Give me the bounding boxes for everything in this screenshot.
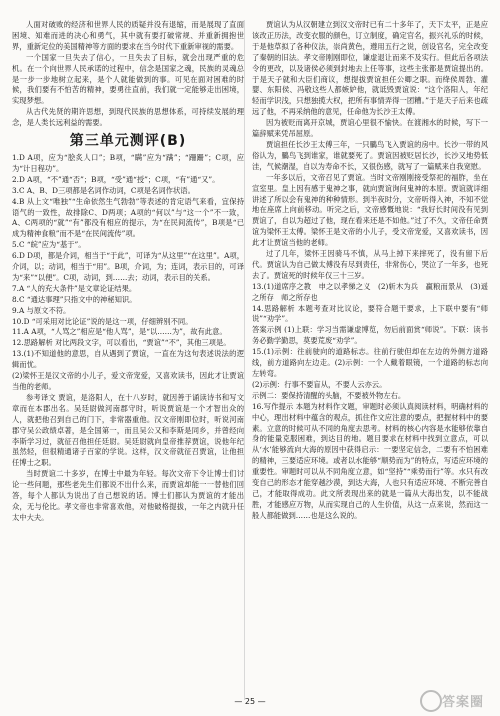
answer-13-1: 13.(1)不知道他的意思，自从遇到了贾谊，一直在为这句表述说法的逻辑而忧。	[12, 349, 244, 370]
answer-10: 10.D “可采用对比论证”说的是这一项，仔细辨别不同。	[12, 316, 193, 326]
right-paragraph-1: 贾谊认为从汉朝建立到汉文帝时已有二十多年了，天下太平，正是应该改正历法，改变衣服的颜色，订立制度，确定官名，振兴礼乐的时候，于是他草拟了各种仪法，崇尚黄色，遵用五行之说，创设官名，完全改变了秦朝的旧法。孝文帝刚刚即位，谦虚退让而来不及实行。但此后各项法令的更改，以及诸侯必须到封地去上任等事，这些主张都是贾谊提出的。于是天子就和大臣们商议，想提拔贾谊担任公卿之职。而绛侯周勃、灌婴、东阳侯、冯敬这些人都嫉妒他，就诋毁贾谊说：“这个洛阳人，年纪轻而学识浅，只想独揽大权，把所有事情弄得一团糟。”于是天子后来也疏远了他，不再采纳他的意见，任命他为长沙王太傅。	[252, 20, 488, 117]
answer-3: 3.C A、B、D三项都是名词作动词，C项是名词作状语。	[12, 185, 195, 195]
answer-1: 1.D A项，应为“脍炙人口”；B项，“瞒”应为“蹒”；“跚跚”；C项，应为“计日程功”。	[12, 152, 244, 173]
right-paragraph-2: 因为被贬而离开京城，贾谊心里很不愉快。在渡湘水的时候，写下一篇辞赋来凭吊屈原。	[252, 118, 488, 139]
answer-13-2: (2)梁怀王是汉文帝的小儿子，爱文帝宠爱，又喜欢读书，因此才让贾谊当他的老师。	[12, 371, 244, 391]
left-paragraph-1: 人面对破败的经济和世界人民的质疑并没有退缩，而是展现了直面困境、知难而进的决心和勇气，其中就有要打破常规、并重新拥抱世界，重新定位的美国精神等方面的要求在当今时代下重新审视的需要。	[12, 20, 244, 51]
left-paragraph-2: 一个国家一旦失去了信心，一旦失去了目标，就会出现严重的危机。在一个向世界人民承诺的过程中，信念是国家之魂，民族的灵魂总是一步一步地树立起来，是个人就能做到的事。可见在面对困难的时候，我们要有不怕苦的精神，要勇往直前，我们就一定能够走出困境，实现梦想。	[12, 52, 244, 106]
answer-13-fill: 13.(1)道席序之教 申之以孝悌之义 (2)斩木为兵 赢粮而景从 (3)遥之所存 师之所存也	[252, 281, 488, 302]
answer-12: 12.思路解析 对比两段文字，可以看出，“贾谊”“不”，其他三项是。	[12, 338, 231, 348]
answer-2: 2.D A项，“不”通“否”；B项，“受”通“授”；C项，“有”通“又”。	[12, 174, 220, 184]
column-divider	[244, 20, 245, 700]
section-title: 第三单元测评(B)	[69, 133, 187, 150]
right-column	[252, 20, 488, 522]
watermark-logo	[420, 688, 490, 712]
right-paragraph-4: 一年多以后，文帝召见了贾谊。当时文帝刚刚接受祭祀的福胙，坐在宣室里。皇上因有感于鬼神之事，就向贾谊询问鬼神的本原。贾谊就详细讲述了所以会有鬼神的种种情形。到半夜时分，文帝听得入神，不知不觉地在座席上向前移动。听完之后，文帝感慨地说：“我好长时间没有见到贾谊了，自以为超过了他，现在看来还是不如他。”过了不久，文帝任命贾谊为梁怀王太傅。梁怀王是文帝的小儿子，受文帝宠爱，又喜欢读书，因此才让贾谊当他的老师。	[252, 172, 488, 248]
left-paragraph-3: 从古代先贤的期许思想，到现代民族的思想体系，可持续发展的理念，是人类长远利益的需要。	[12, 107, 244, 128]
answer-16: 16.写作提示 本题为材料作文题，审题时必须认真阅读材料，明确材料的中心，理出材料中蕴含的观点，抓住作文应注意的要点，把握材料中的要素。立意的时候可从不同的角度去思考。材料的核心内容是水能够依靠自身的能量克服困难，到达目的地。题目要求在材料中找到立意点，可以从‘水’能够流向大海的原因中获得启示：一要坚定信念，二要有不怕困难的精神，三要适应环境。或者以水能够“顺势而为”的特点，写适应环境的重要性。审题时可以从不同角度立意，如“坚持”“乘势而行”等。水只有改变自己的形态才能穿越沙漠，到达大海，人也只有适应环境、不断完善自己，才能取得成功。此文所表现出来的就是一篇从大海出发，以不能战胜，才能感应万物，从而实现自己的人生价值，从这一点来说，然而这一般人都能做到……也是这么说的。	[252, 401, 488, 520]
right-paragraph-3: 贾谊担任长沙王太傅三年，一只鵩鸟飞入贾谊的房中。长沙一带的风俗认为，鵩鸟飞到谁家，谁就要死了。贾谊因被贬居长沙，长沙又地势低洼，气候潮湿，自以为寿命不长，又很伤感，就写了一篇赋来自我宽慰。	[252, 139, 488, 171]
answer-15-2: (2)示例：行事不要盲从，不要人云亦云。	[252, 379, 387, 389]
answer-7: 7.A “人的充大条件”是文章论证结果。	[12, 283, 137, 293]
answer-6: 6.D D项，都是介词，相当于“于此”，可译为“从这里”“在这里”。A项，介词，以；动词，相当于“用”。B项，介词，为；连词，表示目的，可译为“来”“以便”。C项，动词，到……去；动词，表示目的关系。	[12, 251, 244, 282]
right-paragraph-5: 过了几年，梁怀王因骑马不慎，从马上掉下来摔死了，没有留下后代。贾谊认为自己做太傅没有尽到责任，非常伤心，哭泣了一年多，也死去了。贾谊死的时候年仅三十三岁。	[252, 249, 488, 280]
watermark-text: 答案圈	[442, 695, 485, 710]
left-column	[12, 20, 244, 524]
translation-1: 参考译文 贾谊，是洛阳人，在十八岁时，就因善于诵读诗书和写文章而在本郡出名。吴廷尉做河南郡守时，听说贾谊是一个才智出众的人，就把他召到自己的门下，非常器重他。汉文帝刚即位时，听说河南郡守吴公政绩卓著，是全国第一，而且吴公又和李斯是同乡，并曾经向李斯学习过，就征召他担任廷尉。吴廷尉就向皇帝推荐贾谊，说他年纪虽然轻，但很精通诸子百家的学说。这样，汉文帝就征召贾谊，让他担任博士之职。	[12, 392, 244, 468]
answer-8: 8.C “通达事理”只指文中的神秘知识。	[12, 294, 137, 304]
answer-15-3: 示例二：要保持清醒的头脑，不要被外物左右。	[252, 390, 406, 400]
answer-5: 5.C “皖”应为“基于”。	[12, 240, 86, 250]
answer-14: 14.思路解析 本题考查对比议论，要符合题干要求，上下联中要有“师说”“劝学”。	[252, 303, 488, 324]
answer-14-example: 答案示例 (1)上联：学习当需谦虚博览，勿后前面赏“师说”。下联：读书务必勤学勤思，莫要荒废“劝学”。	[252, 325, 488, 346]
watermark-circle-icon	[420, 690, 442, 712]
translation-2: 当时贾谊二十多岁，在博士中最为年轻。每次文帝下令让博士们讨论一些问题，那些老先生们都说不出什么来，而贾谊却能一一替他们回答，每个人都认为说出了自己想说的话。博士们都认为贾谊的才能出众，无与伦比。孝文帝也非常喜欢他，对他破格提拔，一年之内就升任太中大夫。	[12, 469, 244, 522]
answer-9: 9.A 与原文不符。	[12, 305, 71, 315]
answer-15: 15.(1)示例：往前驶向的道路标志。往前行驶但却在左边的外侧方道路线，前方道路向左边走。(2)示例：一个人戴着眼镜，一个道路的标志向左转弯。	[252, 347, 488, 378]
answer-4: 4.B 从上文“唯独”“生命依然生气勃勃”等表述的肯定语气来看，宜保持语气的一致性，故排除C、D两项；A项的“何以”与“这一个”不一致，A、C两项的“就”“有”都没有相应的提示，为“在民间流传”，B项是“已成为精神食粮”而不是“在民间流传”项。	[12, 196, 244, 239]
answer-11: 11.A A项，“人骂之”相应是“他人骂”，是“以……为”，故有此意。	[12, 327, 227, 337]
page-number: — 25 —	[234, 697, 266, 706]
